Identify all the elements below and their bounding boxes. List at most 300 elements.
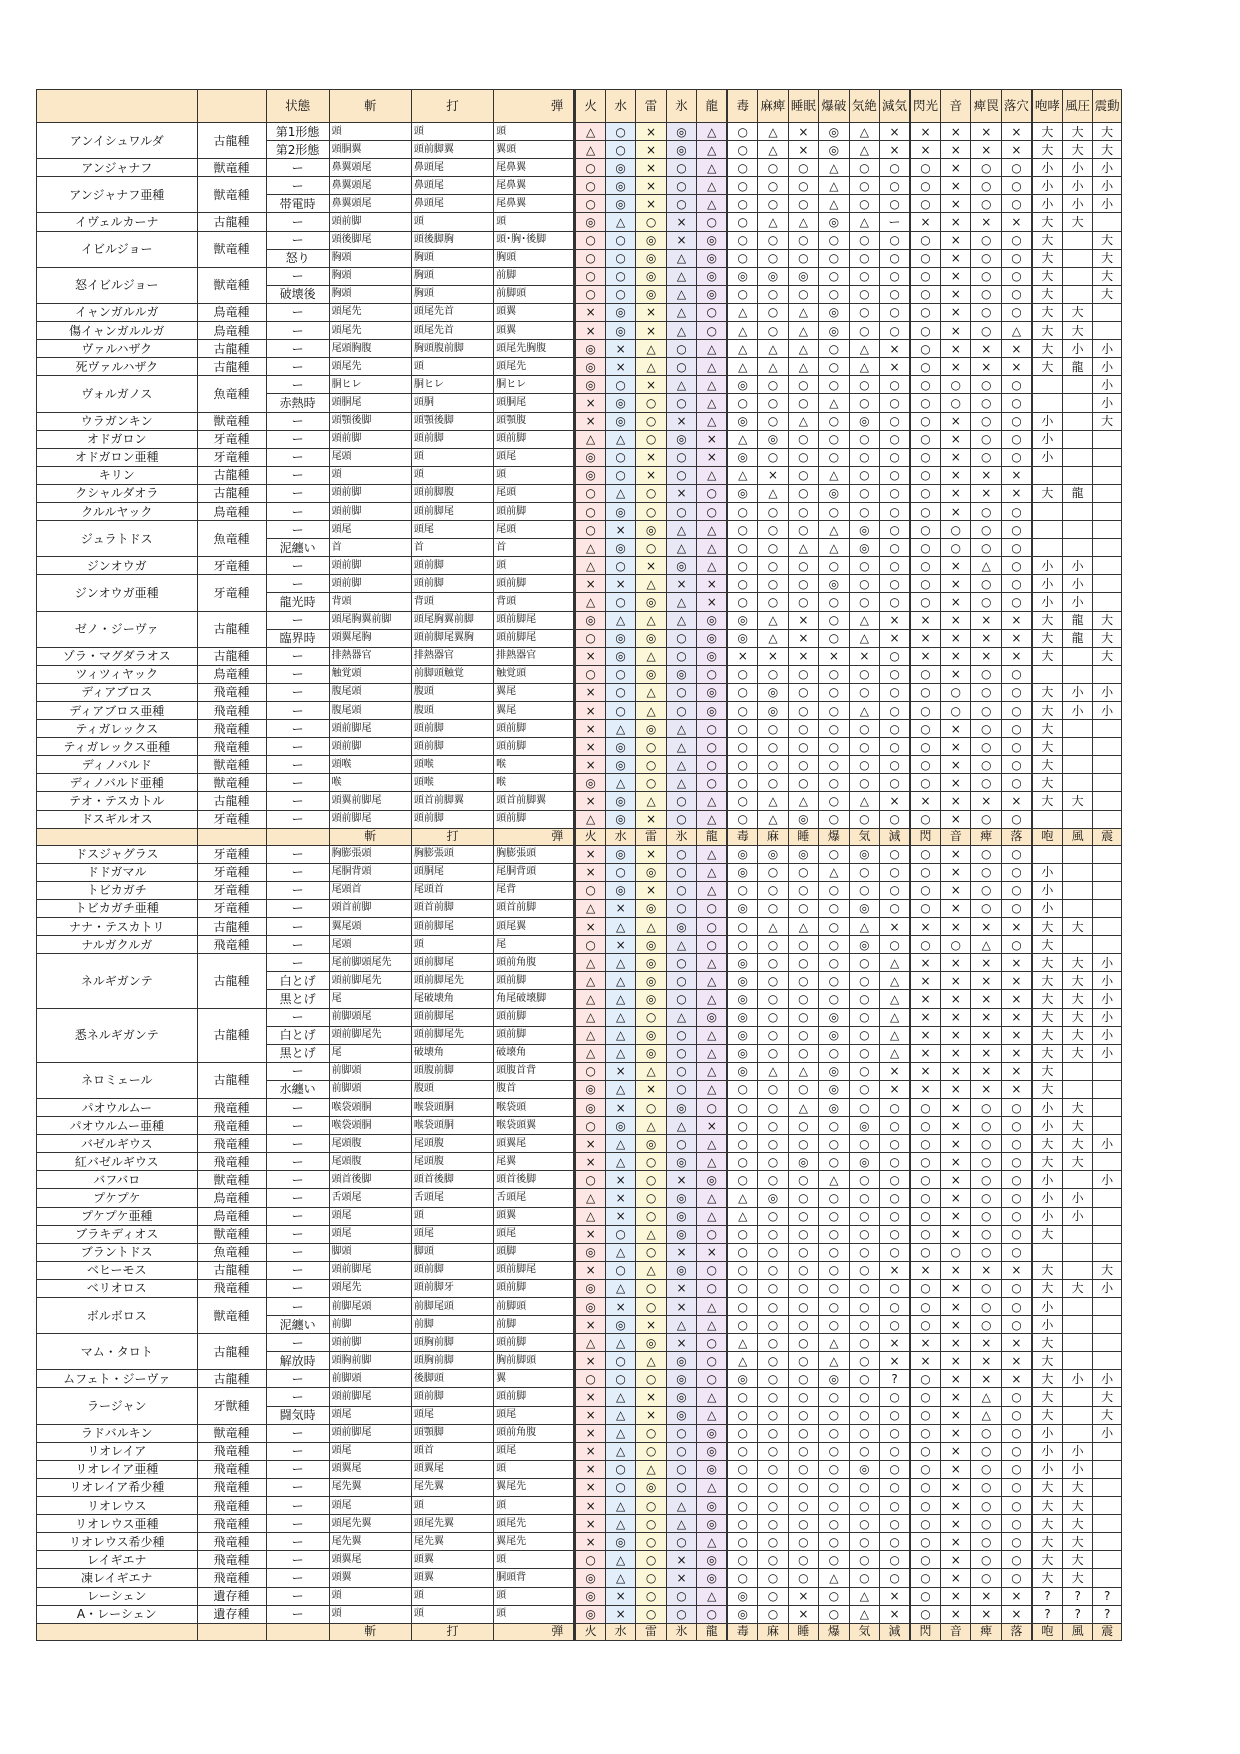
monster-name: ドスギルオス	[37, 810, 198, 828]
element-rating: ○	[636, 1515, 666, 1533]
status-rating: ○	[880, 303, 910, 321]
table-row	[37, 502, 1122, 520]
mid-shot: 弾	[494, 828, 575, 845]
monster-species: 古龍種	[197, 1370, 266, 1388]
status-rating: ○	[788, 702, 818, 720]
monster-species: 古龍種	[197, 123, 266, 159]
element-rating: ×	[575, 1225, 605, 1243]
item-rating: ○	[1001, 845, 1031, 863]
element-rating: △	[666, 539, 696, 557]
element-rating: ◎	[605, 647, 635, 665]
status-rating: ○	[880, 466, 910, 484]
element-rating: △	[636, 611, 666, 629]
item-rating: ×	[1001, 1587, 1031, 1605]
item-rating: ×	[941, 1406, 971, 1424]
status-rating: ◎	[727, 484, 757, 502]
status-rating: ○	[849, 1261, 879, 1279]
status-rating: ○	[819, 1153, 849, 1171]
status-rating: ○	[880, 1225, 910, 1243]
element-rating: △	[697, 177, 727, 195]
status-rating: ○	[758, 1533, 788, 1551]
status-rating: ○	[880, 810, 910, 828]
status-rating: ○	[788, 881, 818, 899]
item-rating: ×	[941, 1298, 971, 1316]
environment-rating: 大	[1062, 918, 1092, 936]
status-rating: ○	[819, 1298, 849, 1316]
shot-zones: 前脚頭	[494, 285, 575, 303]
state-cell: ー	[266, 1298, 329, 1316]
element-rating: ×	[575, 756, 605, 774]
environment-rating	[1093, 593, 1122, 611]
status-rating: ○	[758, 177, 788, 195]
environment-rating	[1093, 1497, 1122, 1515]
shot-zones: 頭翼尾	[494, 1135, 575, 1153]
item-rating: ○	[1001, 267, 1031, 285]
slash-zones: 胸頭	[329, 249, 411, 267]
item-rating: ○	[971, 1569, 1001, 1587]
status-rating: ○	[819, 557, 849, 575]
element-rating: ×	[605, 521, 635, 539]
element-rating: ○	[636, 1497, 666, 1515]
element-rating: ×	[666, 213, 696, 231]
monster-name: ディノバルド	[37, 756, 198, 774]
table-row	[37, 521, 1122, 539]
element-rating: ×	[636, 322, 666, 340]
status-rating: △	[758, 141, 788, 159]
element-rating: △	[605, 1406, 635, 1424]
item-rating: ×	[941, 1388, 971, 1406]
element-rating: ×	[575, 1442, 605, 1460]
shot-zones: 頭顎腹	[494, 412, 575, 430]
shot-zones: 頭前脚	[494, 810, 575, 828]
element-rating: ×	[636, 1316, 666, 1334]
header-row	[37, 90, 1122, 123]
status-rating: △	[758, 810, 788, 828]
status-rating: ○	[849, 1478, 879, 1496]
element-rating: △	[575, 990, 605, 1008]
element-rating: ×	[575, 1406, 605, 1424]
item-rating: ×	[941, 954, 971, 972]
monster-species: 古龍種	[197, 647, 266, 665]
element-rating: ×	[636, 177, 666, 195]
slash-zones: 頭尾先	[329, 1279, 411, 1297]
element-rating: △	[697, 1080, 727, 1098]
element-rating: ○	[575, 629, 605, 647]
element-rating: ○	[605, 863, 635, 881]
item-rating: ×	[971, 1261, 1001, 1279]
element-rating: ◎	[575, 1569, 605, 1587]
item-rating: ○	[910, 430, 940, 448]
status-rating: ○	[788, 1261, 818, 1279]
monster-species: 飛竜種	[197, 1551, 266, 1569]
status-rating: ○	[788, 1460, 818, 1478]
blunt-zones: 頭前脚尾先	[411, 1026, 493, 1044]
element-rating: △	[636, 358, 666, 376]
status-rating: ◎	[849, 845, 879, 863]
status-rating: ◎	[758, 1189, 788, 1207]
status-rating: ○	[727, 213, 757, 231]
monster-species: 獣竜種	[197, 231, 266, 267]
status-rating: ◎	[727, 1062, 757, 1080]
mid-elem: 龍	[697, 1623, 727, 1640]
element-rating: ×	[636, 845, 666, 863]
element-rating: ◎	[575, 358, 605, 376]
element-rating: ○	[575, 249, 605, 267]
mid-status: 麻	[758, 828, 788, 845]
element-rating: ×	[575, 738, 605, 756]
element-rating: ×	[697, 1117, 727, 1135]
status-rating: ○	[758, 1153, 788, 1171]
monster-name: ナナ・テスカトリ	[37, 918, 198, 936]
status-rating: ○	[788, 1388, 818, 1406]
environment-rating: 大	[1062, 213, 1092, 231]
header-sleep: 睡眠	[788, 90, 818, 123]
environment-rating: 大	[1093, 412, 1122, 430]
shot-zones: 頭前脚	[494, 502, 575, 520]
status-rating: ○	[849, 1062, 879, 1080]
environment-rating	[1032, 521, 1062, 539]
environment-rating: 小	[1032, 1298, 1062, 1316]
item-rating: ○	[910, 376, 940, 394]
environment-rating	[1062, 665, 1092, 683]
status-rating: ○	[819, 267, 849, 285]
mid-item: 落	[1001, 828, 1031, 845]
element-rating: ○	[697, 1098, 727, 1116]
element-rating: △	[605, 1388, 635, 1406]
monster-species: 獣竜種	[197, 412, 266, 430]
element-rating: △	[666, 521, 696, 539]
status-rating: ○	[788, 1080, 818, 1098]
item-rating: ×	[1001, 358, 1031, 376]
environment-rating	[1062, 1388, 1092, 1406]
table-row	[37, 1533, 1122, 1551]
element-rating: ×	[575, 1316, 605, 1334]
status-rating: ○	[788, 1334, 818, 1352]
item-rating: ○	[1001, 1388, 1031, 1406]
element-rating: △	[636, 340, 666, 358]
element-rating: ○	[666, 990, 696, 1008]
monster-species: 飛竜種	[197, 1515, 266, 1533]
environment-rating: 大	[1032, 1551, 1062, 1569]
blunt-zones: 背頭	[411, 593, 493, 611]
status-rating: △	[849, 611, 879, 629]
status-rating: ○	[727, 1316, 757, 1334]
shot-zones: 翼尾	[494, 683, 575, 701]
environment-rating	[1093, 1533, 1122, 1551]
status-rating: ◎	[788, 810, 818, 828]
item-rating: ○	[1001, 1515, 1031, 1533]
element-rating: △	[697, 195, 727, 213]
status-rating: ○	[758, 376, 788, 394]
mid-status: 爆	[819, 828, 849, 845]
element-rating: ◎	[666, 1207, 696, 1225]
shot-zones: 尾鼻翼	[494, 195, 575, 213]
element-rating: △	[605, 1080, 635, 1098]
element-rating: △	[697, 1388, 727, 1406]
item-rating: ○	[1001, 1406, 1031, 1424]
status-rating: △	[849, 1587, 879, 1605]
status-rating: ○	[758, 1406, 788, 1424]
state-cell: ー	[266, 322, 329, 340]
mid-env: 咆	[1032, 1623, 1062, 1640]
element-rating: ◎	[575, 1605, 605, 1623]
item-rating: ○	[971, 303, 1001, 321]
monster-species: 飛竜種	[197, 683, 266, 701]
element-rating: ○	[575, 1551, 605, 1569]
environment-rating: 大	[1093, 1406, 1122, 1424]
status-rating: ○	[758, 1080, 788, 1098]
item-rating: ○	[1001, 1551, 1031, 1569]
status-rating: ○	[727, 1497, 757, 1515]
monster-species: 牙竜種	[197, 557, 266, 575]
element-rating: △	[605, 990, 635, 1008]
item-rating: ×	[941, 231, 971, 249]
table-row	[37, 267, 1122, 285]
monster-name: リオレウス亜種	[37, 1515, 198, 1533]
element-rating: ○	[636, 1370, 666, 1388]
element-rating: ○	[575, 285, 605, 303]
item-rating: ○	[910, 756, 940, 774]
status-rating: ◎	[849, 521, 879, 539]
element-rating: △	[697, 1189, 727, 1207]
slash-zones: 頭	[329, 1587, 411, 1605]
item-rating: ○	[910, 1207, 940, 1225]
status-rating: ○	[880, 575, 910, 593]
item-rating: ○	[971, 376, 1001, 394]
environment-rating: 小	[1093, 340, 1122, 358]
shot-zones: 背頭	[494, 593, 575, 611]
item-rating: ○	[971, 1298, 1001, 1316]
status-rating: ○	[880, 322, 910, 340]
element-rating: ○	[666, 683, 696, 701]
slash-zones: 背頭	[329, 593, 411, 611]
status-rating: ○	[788, 575, 818, 593]
item-rating: ×	[941, 1478, 971, 1496]
element-rating: △	[605, 1135, 635, 1153]
element-rating: ○	[636, 1298, 666, 1316]
element-rating: ○	[666, 177, 696, 195]
status-rating: ○	[727, 665, 757, 683]
element-rating: ×	[575, 720, 605, 738]
status-rating: ○	[819, 683, 849, 701]
environment-rating	[1093, 774, 1122, 792]
environment-rating: 小	[1093, 1424, 1122, 1442]
item-rating: ×	[941, 340, 971, 358]
shot-zones: 角尾破壊脚	[494, 990, 575, 1008]
element-rating: ◎	[605, 1316, 635, 1334]
status-rating: ○	[849, 1189, 879, 1207]
environment-rating: 小	[1032, 448, 1062, 466]
item-rating: ○	[971, 231, 1001, 249]
monster-name: アンイシュワルダ	[37, 123, 198, 159]
status-rating: ○	[849, 303, 879, 321]
slash-zones: 尾先翼	[329, 1478, 411, 1496]
status-rating: ◎	[727, 448, 757, 466]
element-rating: ○	[666, 1026, 696, 1044]
element-rating: ×	[575, 1153, 605, 1171]
element-rating: △	[605, 1515, 635, 1533]
state-cell: ー	[266, 1533, 329, 1551]
item-rating: ○	[971, 1515, 1001, 1533]
item-rating: ○	[1001, 231, 1031, 249]
mid-status: 減	[880, 828, 910, 845]
element-rating: ◎	[575, 448, 605, 466]
item-rating: ×	[941, 611, 971, 629]
status-rating: ◎	[727, 1044, 757, 1062]
status-rating: ◎	[819, 123, 849, 141]
shot-zones: 頭	[494, 123, 575, 141]
element-rating: ○	[697, 720, 727, 738]
element-rating: ○	[605, 123, 635, 141]
state-cell: ー	[266, 1551, 329, 1569]
item-rating: ×	[941, 1135, 971, 1153]
status-rating: △	[849, 792, 879, 810]
element-rating: △	[605, 1008, 635, 1026]
slash-zones: 尾頭	[329, 936, 411, 954]
header-fire: 火	[575, 90, 605, 123]
status-rating: ○	[788, 430, 818, 448]
element-rating: ○	[636, 756, 666, 774]
status-rating: ○	[819, 972, 849, 990]
blunt-zones: 頭前脚	[411, 557, 493, 575]
state-cell: 帯電時	[266, 195, 329, 213]
environment-rating	[1093, 1515, 1122, 1533]
item-rating: ×	[941, 1370, 971, 1388]
header-blunt: 打	[411, 90, 493, 123]
mid-status: 毒	[727, 828, 757, 845]
status-rating: ○	[727, 1153, 757, 1171]
monster-name: ジンオウガ	[37, 557, 198, 575]
status-rating: ○	[880, 1569, 910, 1587]
mid-blank	[37, 1623, 198, 1640]
status-rating: ○	[758, 863, 788, 881]
blunt-zones: 頭首前脚翼	[411, 792, 493, 810]
item-rating: ×	[941, 213, 971, 231]
status-rating: ○	[788, 1406, 818, 1424]
environment-rating	[1093, 792, 1122, 810]
mid-item: 音	[941, 828, 971, 845]
element-rating: ○	[605, 665, 635, 683]
monster-species: 魚竜種	[197, 376, 266, 412]
blunt-zones: 頭尾先翼	[411, 1515, 493, 1533]
status-rating: ○	[819, 936, 849, 954]
environment-rating: 小	[1062, 1207, 1092, 1225]
status-rating: ◎	[819, 484, 849, 502]
element-rating: ×	[575, 918, 605, 936]
item-rating: ×	[941, 267, 971, 285]
element-rating: ○	[666, 1605, 696, 1623]
status-rating: ×	[788, 141, 818, 159]
monster-name: ナルガクルガ	[37, 936, 198, 954]
item-rating: ×	[910, 1062, 940, 1080]
environment-rating	[1062, 376, 1092, 394]
item-rating: ×	[1001, 1008, 1031, 1026]
element-rating: ×	[636, 810, 666, 828]
monster-name: ゼノ・ジーヴァ	[37, 611, 198, 647]
status-rating: ○	[819, 412, 849, 430]
shot-zones: 頭尾	[494, 1442, 575, 1460]
item-rating: ○	[1001, 1098, 1031, 1116]
mid-item: 痺	[971, 828, 1001, 845]
status-rating: ○	[880, 756, 910, 774]
table-row	[37, 1207, 1122, 1225]
element-rating: ×	[605, 1207, 635, 1225]
item-rating: ○	[910, 1406, 940, 1424]
item-rating: ×	[941, 1442, 971, 1460]
status-rating: ○	[788, 756, 818, 774]
slash-zones: 頭胴尾	[329, 394, 411, 412]
item-rating: ○	[910, 448, 940, 466]
element-rating: △	[666, 285, 696, 303]
header-shot: 弾	[494, 90, 575, 123]
environment-rating: ?	[1032, 1587, 1062, 1605]
status-rating: ◎	[727, 972, 757, 990]
item-rating: ○	[910, 285, 940, 303]
slash-zones: 尾頭腹	[329, 1153, 411, 1171]
state-cell: ー	[266, 1334, 329, 1352]
status-rating: ◎	[819, 1098, 849, 1116]
element-rating: ○	[636, 1279, 666, 1297]
element-rating: ○	[697, 665, 727, 683]
environment-rating: 大	[1093, 1261, 1122, 1279]
blunt-zones: 頭尾	[411, 1225, 493, 1243]
status-rating: ○	[788, 1135, 818, 1153]
element-rating: ○	[666, 845, 696, 863]
element-rating: ◎	[697, 611, 727, 629]
element-rating: △	[575, 1026, 605, 1044]
status-rating: ○	[788, 376, 818, 394]
monster-species: 獣竜種	[197, 159, 266, 177]
environment-rating	[1093, 1316, 1122, 1334]
status-rating: △	[880, 1026, 910, 1044]
environment-rating: 小	[1032, 1189, 1062, 1207]
item-rating: ○	[971, 539, 1001, 557]
header-exhaust: 減気	[880, 90, 910, 123]
item-rating: ×	[910, 1026, 940, 1044]
blunt-zones: 頭顎脚	[411, 1424, 493, 1442]
status-rating: ×	[880, 1334, 910, 1352]
environment-rating: 小	[1062, 702, 1092, 720]
status-rating: ◎	[758, 267, 788, 285]
environment-rating	[1062, 936, 1092, 954]
monster-name: ベヒーモス	[37, 1261, 198, 1279]
item-rating: ○	[1001, 683, 1031, 701]
item-rating: ×	[941, 810, 971, 828]
monster-name: ヴァルハザク	[37, 340, 198, 358]
item-rating: ×	[941, 1569, 971, 1587]
environment-rating	[1062, 1261, 1092, 1279]
status-rating: ◎	[849, 539, 879, 557]
item-rating: ○	[971, 702, 1001, 720]
environment-rating: 大	[1093, 647, 1122, 665]
element-rating: ○	[575, 1370, 605, 1388]
environment-rating: 大	[1032, 1352, 1062, 1370]
element-rating: ◎	[605, 845, 635, 863]
monster-species: 獣竜種	[197, 1298, 266, 1334]
status-rating: ○	[727, 502, 757, 520]
monster-name: レイギエナ	[37, 1551, 198, 1569]
environment-rating	[1062, 1243, 1092, 1261]
status-rating: ◎	[727, 267, 757, 285]
environment-rating: 大	[1032, 484, 1062, 502]
item-rating: ×	[941, 1515, 971, 1533]
status-rating: ○	[849, 430, 879, 448]
table-row	[37, 611, 1122, 629]
element-rating: △	[575, 557, 605, 575]
shot-zones: 頭前脚	[494, 1008, 575, 1026]
slash-zones: 頭前脚尾先	[329, 1026, 411, 1044]
blunt-zones: 頭	[411, 1497, 493, 1515]
